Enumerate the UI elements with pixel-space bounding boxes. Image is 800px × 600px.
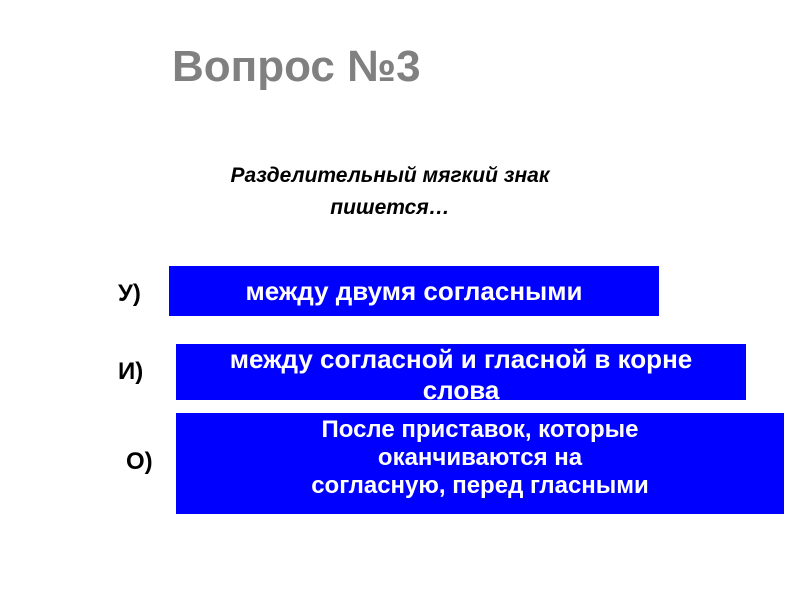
option-u-label: У) — [118, 280, 141, 307]
option-o-text-line-1: После приставок, которые — [321, 416, 639, 443]
option-o-box[interactable] — [176, 413, 784, 514]
option-i-box[interactable] — [176, 344, 746, 400]
question-line-1: Разделительный мягкий знак — [230, 164, 550, 187]
option-o-text-line-3: согласную, перед гласными — [311, 472, 649, 499]
option-o-label: О) — [126, 448, 153, 475]
option-u-text: между двумя согласными — [245, 276, 583, 306]
option-o-text-line-2: оканчиваются на — [377, 444, 583, 471]
option-i-label: И) — [118, 358, 144, 385]
option-i-text-line-2: слова — [422, 375, 500, 400]
option-u-box[interactable] — [169, 266, 659, 316]
question-text — [140, 160, 640, 224]
option-i-text-line-1: между согласной и гласной в корне — [229, 344, 693, 374]
slide-title: Вопрос №3 — [172, 42, 421, 91]
question-line-2: пишется… — [330, 196, 450, 219]
